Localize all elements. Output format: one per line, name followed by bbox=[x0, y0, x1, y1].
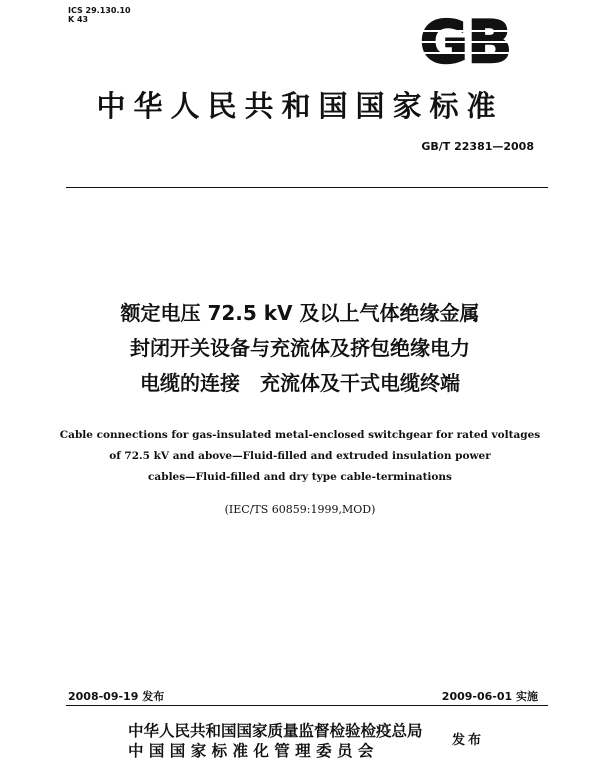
title-en-line2: of 72.5 kV and above—Fluid-filled and extruded insulation power bbox=[109, 450, 491, 462]
title-zh-line2: 封闭开关设备与充流体及挤包绝缘电力 bbox=[130, 336, 470, 360]
title-en-line3: cables—Fluid-filled and dry type cable-terminations bbox=[148, 471, 452, 483]
organization-title: 中华人民共和国国家标准 bbox=[96, 89, 504, 123]
title-zh-line3: 电缆的连接 充流体及干式电缆终端 bbox=[140, 371, 460, 395]
issuer-line2: 中 国 国 家 标 准 化 管 理 委 员 会 bbox=[128, 742, 374, 760]
gb-logo-text: GB bbox=[420, 12, 512, 70]
publish-label: 发布 bbox=[452, 733, 485, 748]
class-code: K 43 bbox=[68, 15, 89, 24]
title-en-line1: Cable connections for gas-insulated metal-enclosed switchgear for rated voltages bbox=[59, 429, 541, 441]
ics-code: ICS 29.130.10 bbox=[68, 6, 131, 15]
issuer-line1: 中华人民共和国国家质量监督检验检疫总局 bbox=[128, 722, 423, 740]
ics-classification bbox=[68, 6, 131, 24]
gb-logo-graphic bbox=[400, 12, 532, 70]
implementation-date: 2009-06-01 实施 bbox=[441, 690, 538, 703]
footer-divider bbox=[66, 705, 548, 706]
issue-date: 2008-09-19 发布 bbox=[68, 690, 165, 703]
title-zh-line1: 额定电压 72.5 kV 及以上气体绝缘金属 bbox=[120, 301, 480, 325]
reference-standard: (IEC/TS 60859:1999,MOD) bbox=[224, 503, 376, 516]
gb-logo bbox=[400, 12, 532, 70]
header-divider bbox=[66, 187, 548, 188]
standard-number: GB/T 22381—2008 bbox=[421, 140, 534, 153]
